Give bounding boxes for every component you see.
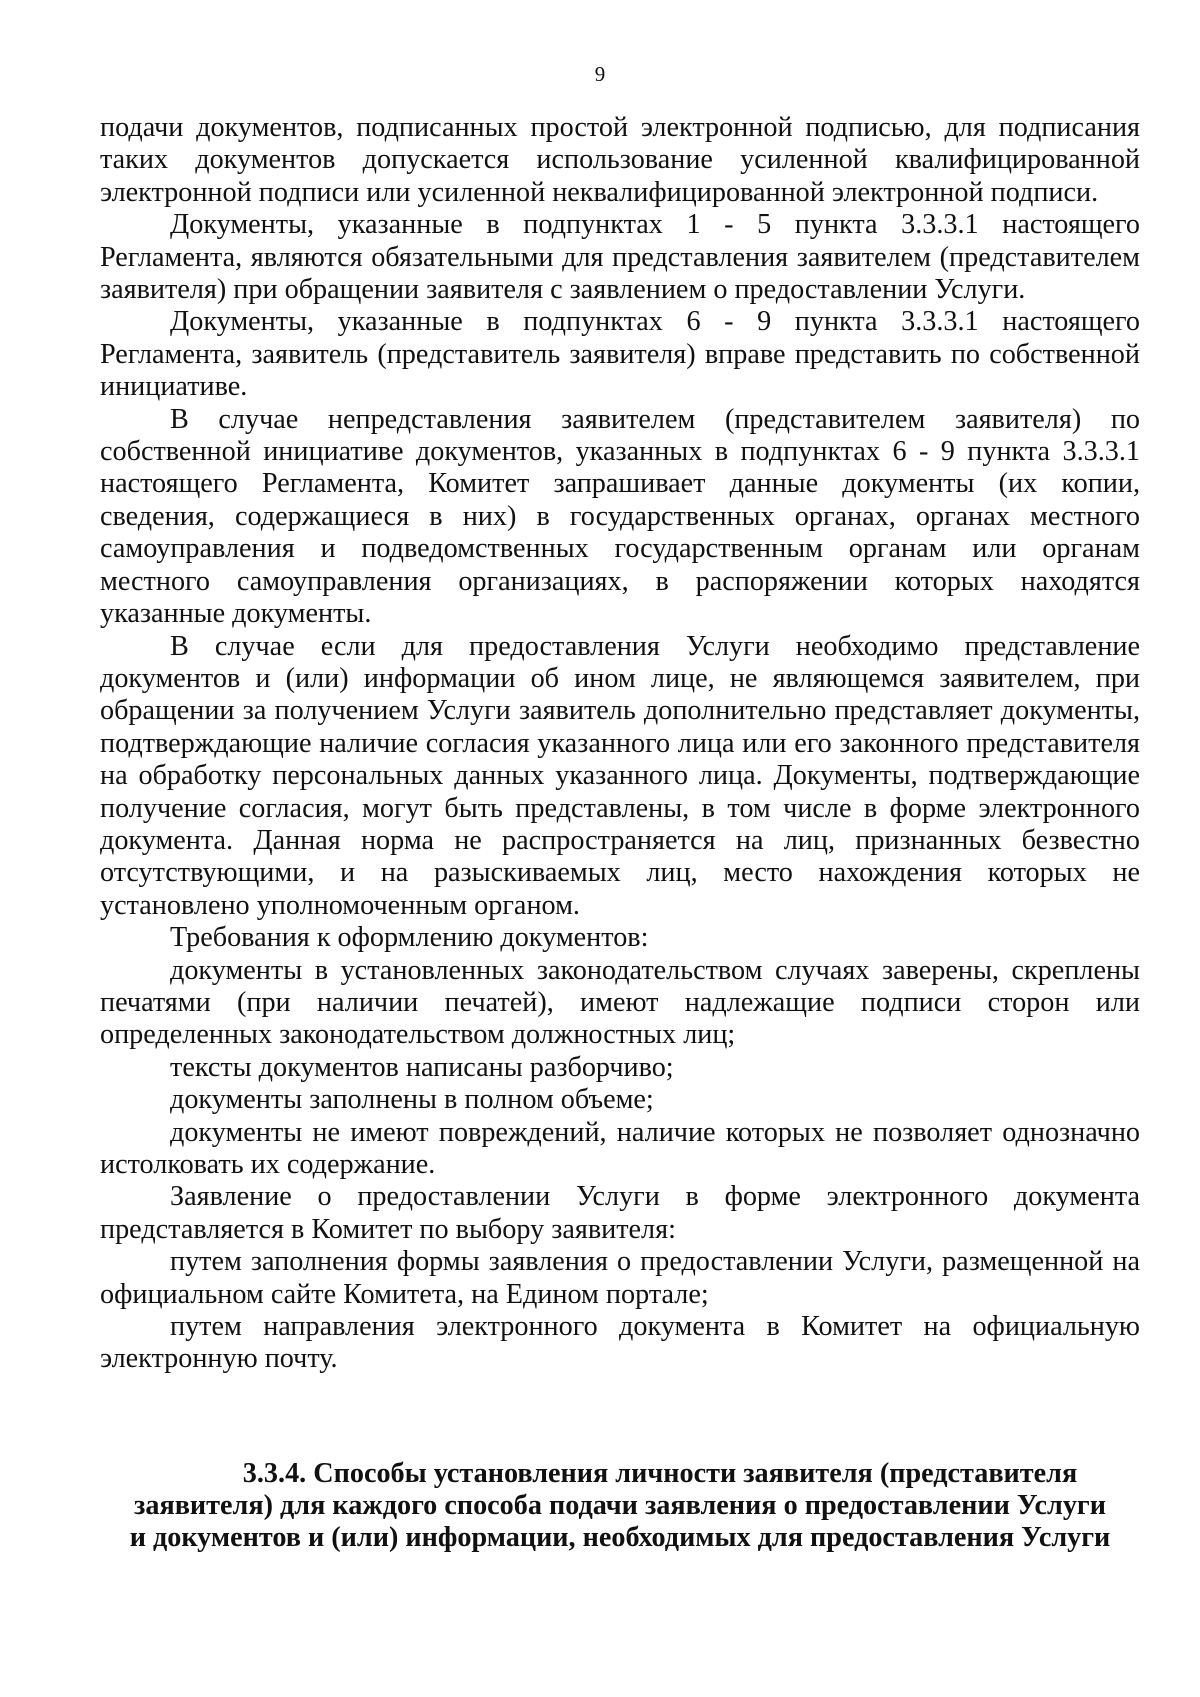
list-item-legible: тексты документов написаны разборчиво; <box>170 1051 674 1083</box>
list-item-certified: документы в установленных законодательством случаях заверены, скреплены печатями (при наличии печатей), имеют надлежащие подписи сторон или определенных законодательством должностных лиц; <box>100 954 1140 1051</box>
paragraph-continuation: подачи документов, подписанных простой электронной подписью, для подписания таких документов допускается использование усиленной квалифицированной электронной подписи или усиленной неквалифицированной электронной подписи. <box>100 112 1140 208</box>
paragraph-committee-request: В случае непредставления заявителем (представителем заявителя) по собственной инициативе документов, указанных в подпунктах 6 - 9 пункта 3.3.3.1 настоящего Регламента, Комитет запрашивает данные документы (их копии, сведения, содержащиеся в них) в государственных органах, органах местного самоуправления и подведомственных государственным органам или органам местного самоуправления организациях, в распоряжении которых находятся указанные документы. <box>100 403 1140 630</box>
paragraph-requirements-intro: Требования к оформлению документов: <box>170 922 649 954</box>
section-heading-line: заявителя) для каждого способа подачи заявления о предоставлении Услуги <box>134 1490 1106 1521</box>
document-body <box>100 112 1140 1376</box>
list-item-email: путем направления электронного документа в Комитет на официальную электронную почту. <box>100 1311 1140 1375</box>
paragraph-optional-documents: Документы, указанные в подпунктах 6 - 9 пункта 3.3.3.1 настоящего Регламента, заявитель (представитель заявителя) вправе представить по собственной инициативе. <box>100 306 1140 403</box>
section-heading-3-3-4 <box>100 1458 1140 1554</box>
list-item-web-form: путем заполнения формы заявления о предоставлении Услуги, размещенной на официальном сайте Комитета, на Едином портале; <box>100 1246 1140 1310</box>
paragraph-mandatory-documents: Документы, указанные в подпунктах 1 - 5 пункта 3.3.3.1 настоящего Регламента, являются обязательными для представления заявителем (представителем заявителя) при обращении заявителя с заявлением о предоставлении Услуги. <box>100 209 1140 306</box>
list-item-complete: документы заполнены в полном объеме; <box>170 1084 654 1116</box>
page-number: 9 <box>594 62 606 86</box>
paragraph-electronic-submission: Заявление о предоставлении Услуги в форме электронного документа представляется в Комитет по выбору заявителя: <box>100 1181 1140 1245</box>
section-heading-line: и документов и (или) информации, необходимых для предоставления Услуги <box>129 1522 1111 1553</box>
section-heading-line: 3.3.4. Способы установления личности заявителя (представителя <box>242 1458 1078 1489</box>
paragraph-third-party-consent: В случае если для предоставления Услуги необходимо представление документов и (или) информации об ином лице, не являющемся заявителем, при обращении за получением Услуги заявитель дополнительно представляет документы, подтверждающие наличие согласия указанного лица или его законного представителя на обработку персональных данных указанного лица. Документы, подтверждающие получение согласия, могут быть представлены, в том числе в форме электронного документа. Данная норма не распространяется на лиц, признанных безвестно отсутствующими, и на разыскиваемых лиц, место нахождения которых не установлено уполномоченным органом. <box>100 630 1140 921</box>
list-item-undamaged: документы не имеют повреждений, наличие которых не позволяет однозначно истолковать их содержание. <box>100 1116 1140 1180</box>
